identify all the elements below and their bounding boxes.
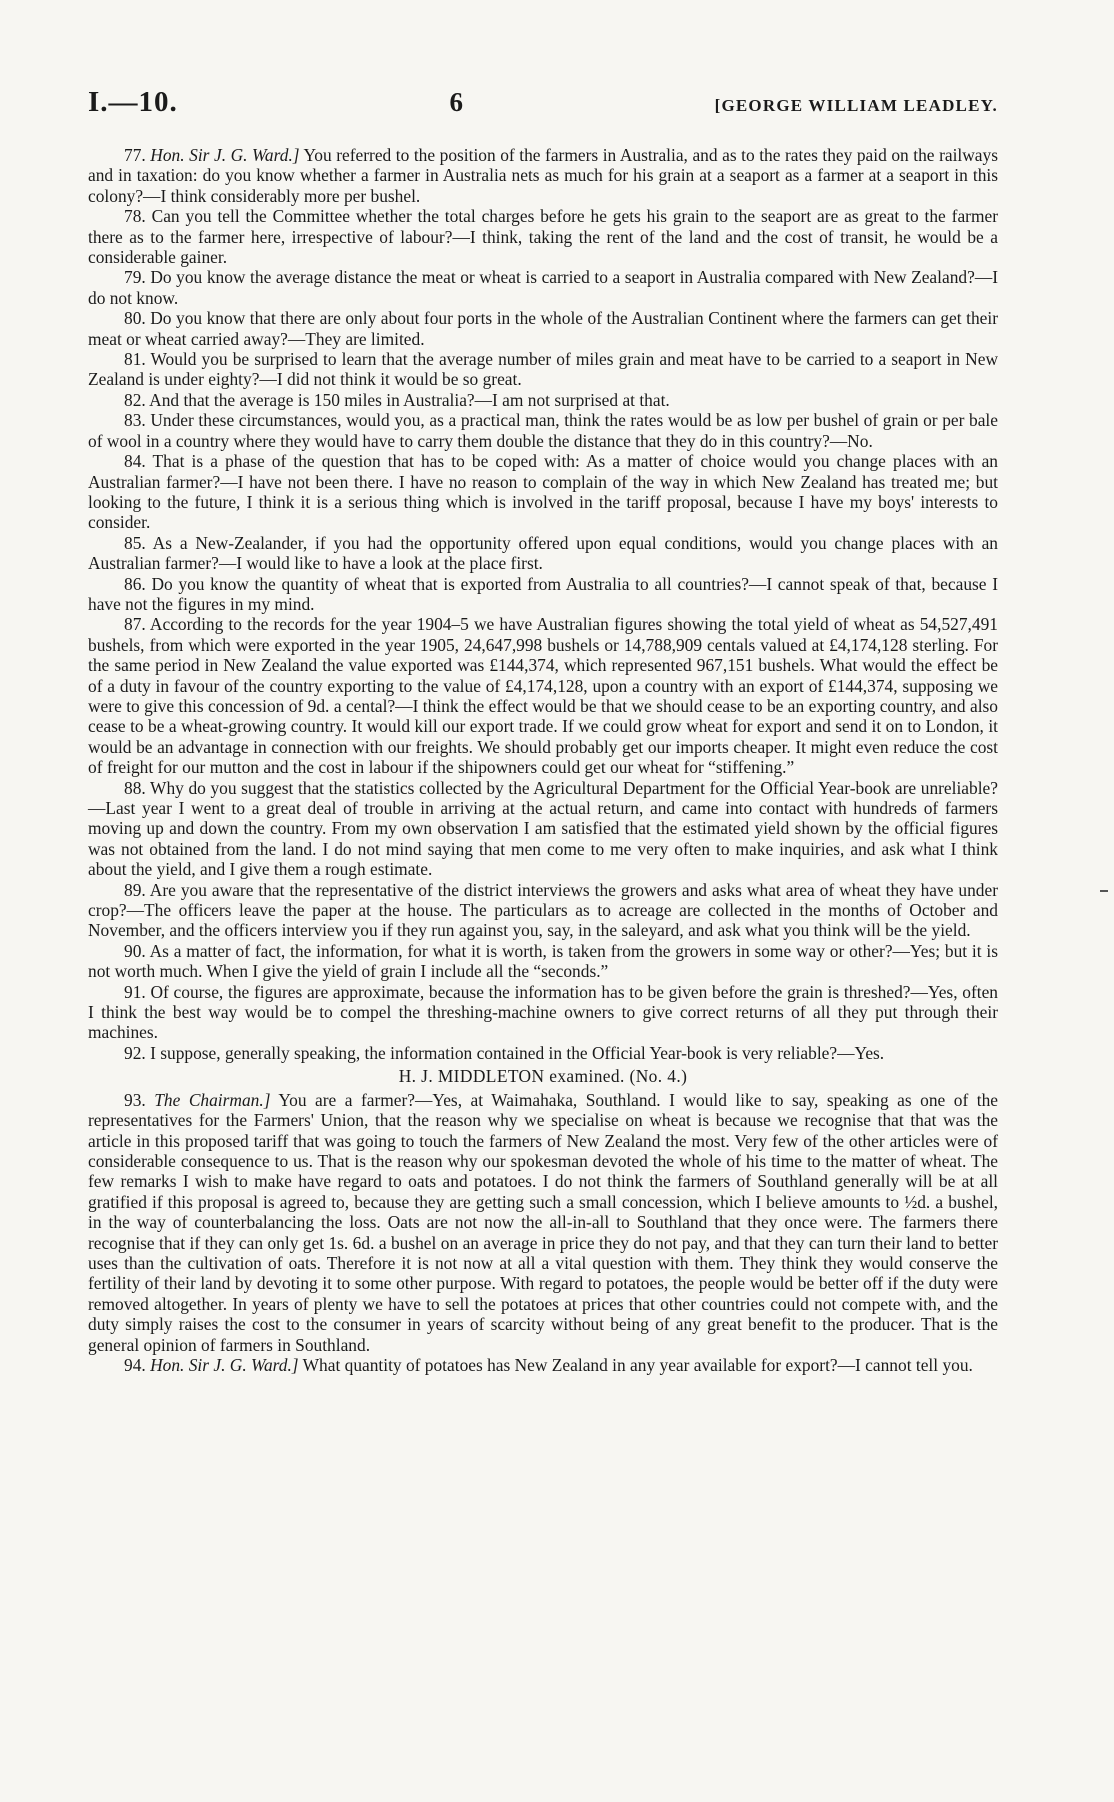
question-number: 77. bbox=[124, 145, 151, 165]
question-answer-text: Do you know the quantity of wheat that is exported from Australia to all countries?—I cannot speak of that, because I have not the figures in my mind. bbox=[88, 573, 998, 614]
question-number: 91. bbox=[124, 981, 151, 1002]
question-number: 79. bbox=[124, 267, 151, 288]
page-header bbox=[88, 86, 998, 119]
question-answer-text: Are you aware that the representative of the district interviews the growers and asks what area of wheat they have under crop?—The officers leave the paper at the house. The particulars as to acreage are collected in the months of October and November, and the officers interview you if they run against you, say, in the saleyard, and ask what you think will be the yield. bbox=[88, 879, 998, 941]
question-number: 92. bbox=[124, 1042, 151, 1063]
question-answer-paragraph bbox=[88, 145, 998, 206]
question-answer-paragraph bbox=[88, 410, 998, 451]
question-answer-paragraph bbox=[88, 614, 998, 777]
question-answer-text: Do you know the average distance the meat or wheat is carried to a seaport in Australia compared with New Zealand?—I do not know. bbox=[88, 267, 998, 308]
question-answer-text: Of course, the figures are approximate, because the information has to be given before the grain is threshed?—Yes, often I think the best way would be to compel the threshing-machine owners to give correct returns of all they put through their machines. bbox=[88, 981, 998, 1043]
question-answer-paragraph bbox=[88, 451, 998, 533]
question-answer-text: You are a farmer?—Yes, at Waimahaka, Southland. I would like to say, speaking as one of the representatives for the Farmers' Union, that the reason why we specialise on wheat is because we recognise that that was the article in this proposed tariff that was going to touch the farmers of New Zealand the most. Very few of the other articles were of considerable consequence to us. That is the reason why our spokesman devoted the whole of his time to the matter of wheat. The few remarks I wish to make have regard to oats and potatoes. I do not think the farmers of Southland generally will be at all gratified if this proposal is agreed to, because they are getting such a small concession, which I believe amounts to ½d. a bushel, in the way of counterbalancing the loss. Oats are not now the all-in-all to Southland that they once were. The farmers there recognise that if they can only get 1s. 6d. a bushel on an average in price they do not pay, and that they can turn their land to better uses than the cultivation of oats. Therefore it is not now at all a vital question with them. They think they would conserve the fertility of their land by devoting it to some other purpose. With regard to potatoes, the people would be better off if the duty were removed altogether. In years of plenty we have to sell the potatoes at prices that other countries could not compete with, and the duty simply raises the cost to the consumer in years of scarcity without being of any great benefit to the producer. That is the general opinion of farmers in Southland. bbox=[88, 1089, 998, 1355]
page-number: 6 bbox=[449, 87, 463, 117]
question-number: 78. bbox=[124, 206, 152, 227]
question-number: 94. bbox=[124, 1354, 151, 1375]
question-answer-paragraph bbox=[88, 308, 998, 349]
question-answer-paragraph bbox=[88, 778, 998, 880]
question-answer-paragraph bbox=[88, 1090, 998, 1355]
question-answer-paragraph bbox=[88, 574, 998, 615]
question-number: 80. bbox=[124, 308, 151, 329]
question-number: 90. bbox=[124, 940, 150, 961]
question-number: 85. bbox=[124, 532, 153, 553]
question-answer-text: I suppose, generally speaking, the information contained in the Official Year-book is very reliable?—Yes. bbox=[150, 1042, 885, 1063]
question-answer-text: And that the average is 150 miles in Australia?—I am not surprised at that. bbox=[149, 389, 670, 410]
question-number: 82. bbox=[124, 389, 150, 410]
speaker-name: Hon. Sir J. G. Ward.] bbox=[150, 145, 300, 165]
question-number: 81. bbox=[124, 349, 151, 370]
question-answer-paragraph bbox=[88, 941, 998, 982]
question-answer-text: That is a phase of the question that has to be coped with: As a matter of choice would you change places with an Australian farmer?—I have not been there. I have no reason to complain of the way in which New Zealand has treated me; but looking to the future, I think it is a serious thing which is involved in the tariff proposal, because I have my boys' interests to consider. bbox=[88, 451, 998, 533]
testimony-middleton bbox=[88, 1090, 998, 1376]
section-heading: H. J. MIDDLETON examined. (No. 4.) bbox=[398, 1066, 688, 1087]
question-number: 93. bbox=[124, 1089, 155, 1110]
speaker-name: Hon. Sir J. G. Ward.] bbox=[150, 1354, 299, 1375]
question-answer-text: Do you know that there are only about four ports in the whole of the Australian Continent where the farmers can get their meat or wheat carried away?—They are limited. bbox=[88, 308, 998, 349]
question-answer-paragraph bbox=[88, 206, 998, 267]
question-answer-text: As a New-Zealander, if you had the opportunity offered upon equal conditions, would you change places with an Australian farmer?—I would like to have a look at the place first. bbox=[88, 532, 998, 574]
speaker-name: The Chairman.] bbox=[154, 1089, 271, 1110]
question-answer-text: Would you be surprised to learn that the average number of miles grain and meat have to be carried to a seaport in New Zealand is under eighty?—I did not think it would be so great. bbox=[88, 349, 999, 390]
question-answer-paragraph bbox=[88, 390, 998, 410]
question-answer-paragraph bbox=[88, 349, 998, 390]
question-number: 87. bbox=[124, 614, 150, 635]
witness-name-header: [GEORGE WILLIAM LEADLEY. bbox=[714, 96, 998, 115]
question-answer-text: You referred to the position of the farmers in Australia, and as to the rates they paid on the railways and in taxation: do you know whether a farmer in Australia nets as much for his grain at a seaport as a farmer at a seaport in this colony?—I think considerably more per bushel. bbox=[88, 145, 998, 206]
margin-mark bbox=[1100, 890, 1108, 892]
question-answer-paragraph bbox=[88, 982, 998, 1043]
question-number: 83. bbox=[124, 410, 151, 431]
question-answer-paragraph bbox=[88, 1355, 998, 1375]
question-answer-text: Can you tell the Committee whether the total charges before he gets his grain to the seaport are as great to the farmer there as to the farmer here, irrespective of labour?—I think, taking the rent of the land and the cost of transit, he would be a considerable gainer. bbox=[88, 206, 998, 268]
question-number: 86. bbox=[124, 573, 152, 594]
testimony-leadley bbox=[88, 145, 998, 1063]
question-answer-text: As a matter of fact, the information, for what it is worth, is taken from the growers in some way or other?—Yes; but it is not worth much. When I give the yield of grain I include all the “seconds.” bbox=[88, 940, 998, 982]
question-answer-text: Why do you suggest that the statistics collected by the Agricultural Department for the Official Year-book are unreliable?—Last year I went to a great deal of trouble in arriving at the actual return, and came into contact with hundreds of farmers moving up and down the country. From my own observation I am satisfied that the estimated yield shown by the official figures was not obtained from the land. I do not mind saying that men come to me very often to make inquiries, and ask what I think about the yield, and I give them a rough estimate. bbox=[88, 777, 998, 880]
question-number: 84. bbox=[124, 451, 153, 472]
question-number: 88. bbox=[124, 777, 151, 798]
question-answer-paragraph bbox=[88, 533, 998, 574]
question-number: 89. bbox=[124, 879, 150, 900]
document-page bbox=[88, 86, 998, 1375]
question-answer-paragraph bbox=[88, 267, 998, 308]
question-answer-paragraph bbox=[88, 880, 998, 941]
question-answer-text: According to the records for the year 1904–5 we have Australian figures showing the total yield of wheat as 54,527,491 bushels, from which were exported in the year 1905, 24,647,998 bushels or 14,788,909 centals valued at £4,174,128 sterling. For the same period in New Zealand the value exported was £144,374, which represented 967,151 bushels. What would the effect be of a duty in favour of the country exporting to the value of £4,174,128, upon a country with an export of £144,374, supposing we were to give this concession of 9d. a cental?—I think the effect would be that we should cease to be an exporting country, and also cease to be a wheat-growing country. It would kill our export trade. If we could grow wheat for export and send it on to London, it would be an advantage in connection with our freights. We should probably get our imports cheaper. It might even reduce the cost of freight for our mutton and the cost in labour if the shipowners could get our wheat for “stiffening.” bbox=[88, 614, 998, 778]
question-answer-text: Under these circumstances, would you, as a practical man, think the rates would be as low per bushel of grain or per bale of wool in a country where they would have to carry them double the distance that they do in this country?—No. bbox=[88, 410, 998, 451]
question-answer-text: What quantity of potatoes has New Zealand in any year available for export?—I cannot tell you. bbox=[298, 1354, 973, 1375]
paper-reference: I.—10. bbox=[88, 86, 178, 118]
question-answer-paragraph bbox=[88, 1043, 998, 1063]
